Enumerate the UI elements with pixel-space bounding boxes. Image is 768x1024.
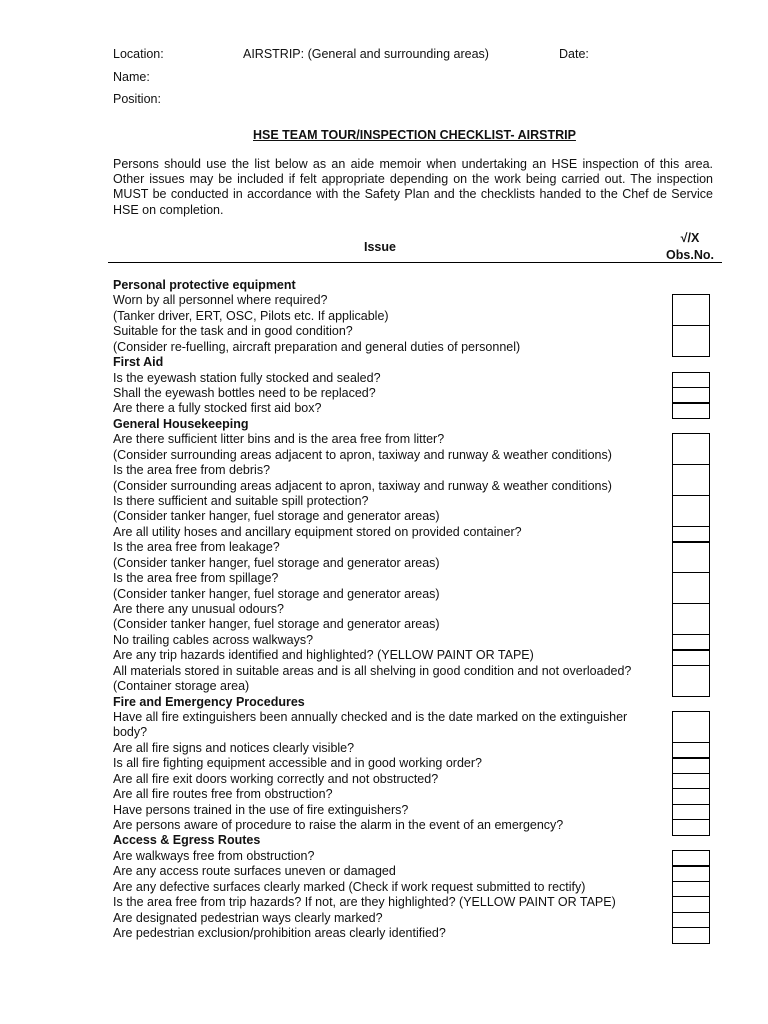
header-rule bbox=[108, 262, 722, 263]
checklist-item: Is the area free from debris? bbox=[113, 463, 271, 478]
check-box[interactable] bbox=[672, 865, 710, 882]
check-box[interactable] bbox=[672, 912, 710, 929]
issue-column-header: Issue bbox=[364, 240, 396, 254]
section-heading: First Aid bbox=[113, 355, 164, 370]
check-box[interactable] bbox=[672, 294, 710, 326]
page-title: HSE TEAM TOUR/INSPECTION CHECKLIST- AIRSTRIP bbox=[253, 128, 576, 142]
check-box[interactable] bbox=[672, 526, 710, 543]
check-box[interactable] bbox=[672, 402, 710, 419]
check-box[interactable] bbox=[672, 757, 710, 774]
checklist-item: Is the area free from leakage? bbox=[113, 540, 280, 555]
checklist-item: Are any access route surfaces uneven or damaged bbox=[113, 864, 396, 879]
checklist-item: Are all fire exit doors working correctly and not obstructed? bbox=[113, 771, 439, 786]
check-box[interactable] bbox=[672, 850, 710, 867]
check-box[interactable] bbox=[672, 372, 710, 389]
checklist-item: Have all fire extinguishers been annually checked and is the date marked on the extinguisher bbox=[113, 710, 628, 725]
checklist-item: Are designated pedestrian ways clearly marked? bbox=[113, 910, 383, 925]
checklist-item: All materials stored in suitable areas and is all shelving in good condition and not overloaded? bbox=[113, 663, 632, 678]
check-box[interactable] bbox=[672, 881, 710, 898]
checklist-item: (Consider re-fuelling, aircraft preparation and general duties of personnel) bbox=[113, 339, 521, 354]
name-label: Name: bbox=[113, 70, 150, 84]
checklist-item: body? bbox=[113, 725, 148, 740]
checklist-item: Shall the eyewash bottles need to be replaced? bbox=[113, 386, 376, 400]
check-box[interactable] bbox=[672, 896, 710, 913]
check-column-header: √/X bbox=[680, 231, 700, 245]
checklist-item: Are there any unusual odours? bbox=[113, 602, 284, 617]
checklist-item: Are all fire routes free from obstruction? bbox=[113, 787, 333, 802]
location-value: AIRSTRIP: (General and surrounding areas) bbox=[243, 47, 489, 61]
section-heading: Access & Egress Routes bbox=[113, 833, 261, 848]
check-box[interactable] bbox=[672, 433, 710, 465]
checklist-item: Suitable for the task and in good condition? bbox=[113, 324, 353, 339]
checklist-item: (Consider surrounding areas adjacent to apron, taxiway and runway & weather conditions) bbox=[113, 478, 612, 493]
check-box[interactable] bbox=[672, 788, 710, 805]
intro-paragraph: Persons should use the list below as an aide memoir when undertaking an HSE inspection of this area. Other issues may be included if felt appropriate depending on the work being carried out. The inspection MUST be conducted in accordance with the Safety Plan and the checklists handed to the Chef de Service HSE on completion. bbox=[113, 157, 713, 217]
date-label: Date: bbox=[559, 47, 589, 61]
checklist-item: Are persons aware of procedure to raise the alarm in the event of an emergency? bbox=[113, 818, 564, 833]
checklist-item: Worn by all personnel where required? bbox=[113, 293, 328, 308]
checklist-item: Is the eyewash station fully stocked and sealed? bbox=[113, 370, 381, 385]
check-box[interactable] bbox=[672, 541, 710, 573]
checklist-item: Are pedestrian exclusion/prohibition areas clearly identified? bbox=[113, 926, 446, 941]
checklist-item: (Container storage area) bbox=[113, 679, 250, 694]
check-box[interactable] bbox=[672, 325, 710, 357]
checklist-item: (Consider tanker hanger, fuel storage and generator areas) bbox=[113, 617, 440, 632]
check-box[interactable] bbox=[672, 804, 710, 821]
check-box[interactable] bbox=[672, 819, 710, 836]
location-label: Location: bbox=[113, 47, 164, 61]
checklist-item: Is the area free from spillage? bbox=[113, 571, 279, 586]
check-box[interactable] bbox=[672, 711, 710, 743]
checklist-item: (Consider tanker hanger, fuel storage and generator areas) bbox=[113, 555, 440, 570]
obs-column-header: Obs.No. bbox=[666, 248, 714, 262]
checklist-item: (Consider surrounding areas adjacent to apron, taxiway and runway & weather conditions) bbox=[113, 447, 612, 462]
checklist-item: Are all fire signs and notices clearly visible? bbox=[113, 740, 355, 755]
checklist-item: Are there sufficient litter bins and is the area free from litter? bbox=[113, 432, 445, 447]
check-box[interactable] bbox=[672, 742, 710, 759]
checklist-item: (Consider tanker hanger, fuel storage and generator areas) bbox=[113, 509, 440, 524]
check-box[interactable] bbox=[672, 649, 710, 666]
checklist-item: Are any defective surfaces clearly marked (Check if work request submitted to rectify) bbox=[113, 879, 586, 894]
position-label: Position: bbox=[113, 92, 161, 106]
checklist-item: No trailing cables across walkways? bbox=[113, 632, 314, 647]
check-box[interactable] bbox=[672, 387, 710, 404]
check-box[interactable] bbox=[672, 773, 710, 790]
check-box[interactable] bbox=[672, 665, 710, 697]
check-box[interactable] bbox=[672, 572, 710, 604]
checklist-item: (Consider tanker hanger, fuel storage and generator areas) bbox=[113, 586, 440, 601]
checklist-item: Is the area free from trip hazards? If not, are they highlighted? (YELLOW PAINT OR TAPE) bbox=[113, 895, 616, 910]
checklist-item: Are any trip hazards identified and highlighted? (YELLOW PAINT OR TAPE) bbox=[113, 648, 534, 663]
check-box[interactable] bbox=[672, 927, 710, 944]
checklist-item: (Tanker driver, ERT, OSC, Pilots etc. If applicable) bbox=[113, 308, 389, 323]
checklist-item: Is there sufficient and suitable spill protection? bbox=[113, 494, 369, 509]
section-heading: General Housekeeping bbox=[113, 416, 249, 431]
checklist-item: Have persons trained in the use of fire extinguishers? bbox=[113, 802, 409, 817]
check-box[interactable] bbox=[672, 634, 710, 651]
checklist-item: Are walkways free from obstruction? bbox=[113, 848, 315, 863]
checklist-item: Are there a fully stocked first aid box? bbox=[113, 401, 322, 416]
section-heading: Personal protective equipment bbox=[113, 278, 296, 292]
checklist-item: Are all utility hoses and ancillary equipment stored on provided container? bbox=[113, 524, 522, 539]
check-box[interactable] bbox=[672, 603, 710, 635]
check-box[interactable] bbox=[672, 464, 710, 496]
section-heading: Fire and Emergency Procedures bbox=[113, 694, 305, 709]
check-box[interactable] bbox=[672, 495, 710, 527]
checklist-item: Is all fire fighting equipment accessible and in good working order? bbox=[113, 756, 482, 771]
